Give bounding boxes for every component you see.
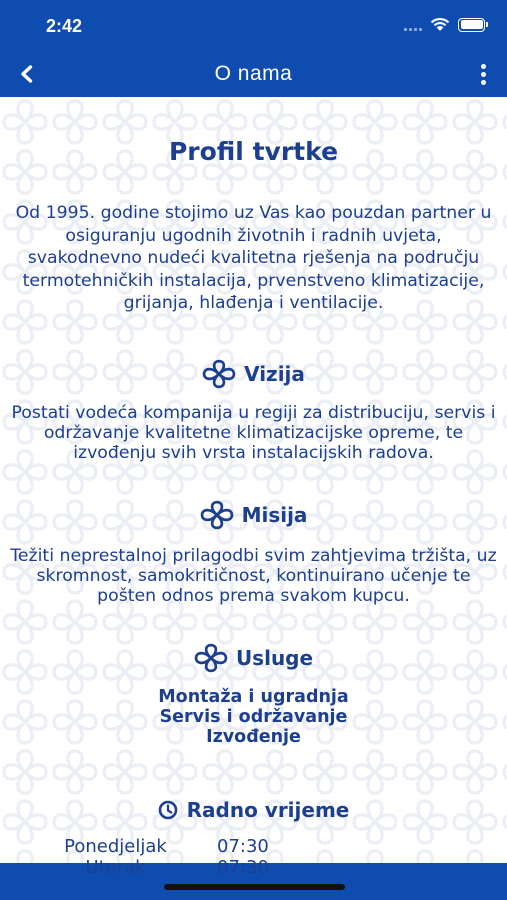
service-item: Izvođenje xyxy=(206,727,301,747)
page-title-bar: O nama xyxy=(214,62,293,85)
cellular-signal-icon xyxy=(404,19,422,31)
status-time: 2:42 xyxy=(46,16,83,36)
mission-heading xyxy=(0,500,507,530)
vision-heading xyxy=(0,359,507,389)
services-heading xyxy=(0,643,507,673)
hours-row xyxy=(14,857,269,878)
working-hours-label: Radno vrijeme xyxy=(186,798,350,822)
knot-logo-icon xyxy=(202,359,236,389)
clock-icon xyxy=(158,800,178,820)
app-bar xyxy=(0,52,507,97)
hours-day: Utorak xyxy=(85,857,146,878)
status-icons xyxy=(404,17,485,32)
hours-day: Ponedjeljak xyxy=(64,836,167,857)
battery-icon xyxy=(458,18,485,32)
vertical-dots-icon xyxy=(481,64,486,69)
service-item: Montaža i ugradnja xyxy=(158,687,349,707)
about-content[interactable] xyxy=(0,97,507,878)
more-options-button[interactable] xyxy=(477,61,489,87)
hours-time: 07:30 xyxy=(217,857,269,878)
profile-title: Profil tvrtke xyxy=(168,137,339,166)
mission-text: Težiti neprestalnoj prilagodbi svim zahtjevima tržišta, uz skromnost, samokritičnost, kontinuirano učenje te pošten odnos prema svakom kupcu. xyxy=(10,546,497,606)
profile-text: Od 1995. godine stojimo uz Vas kao pouzdan partner u osiguranju ugodnih životnih i radnih uvjeta, svakodnevno nudeći kvalitetna rješenja na području termotehničkih instalacija, prvenstveno klimatizacije, grijanja, hlađenja i ventilacije. xyxy=(15,203,492,313)
hours-row xyxy=(14,836,269,857)
service-item: Servis i održavanje xyxy=(159,707,348,727)
status-bar xyxy=(0,0,507,52)
working-hours-heading xyxy=(0,798,507,822)
home-indicator[interactable] xyxy=(164,884,345,890)
vision-heading-label: Vizija xyxy=(244,362,305,386)
mission-heading-label: Misija xyxy=(241,503,308,527)
knot-logo-icon xyxy=(200,500,234,530)
knot-logo-icon xyxy=(194,643,228,673)
vision-text: Postati vodeća kompanija u regiji za distribuciju, servis i održavanje kvalitetne klimatizacijske opreme, te izvođenju svih vrsta instalacijskih radova. xyxy=(11,403,496,463)
wifi-icon xyxy=(430,17,450,32)
hours-time: 07:30 xyxy=(217,836,269,857)
services-list xyxy=(0,687,507,747)
services-heading-label: Usluge xyxy=(235,646,314,670)
